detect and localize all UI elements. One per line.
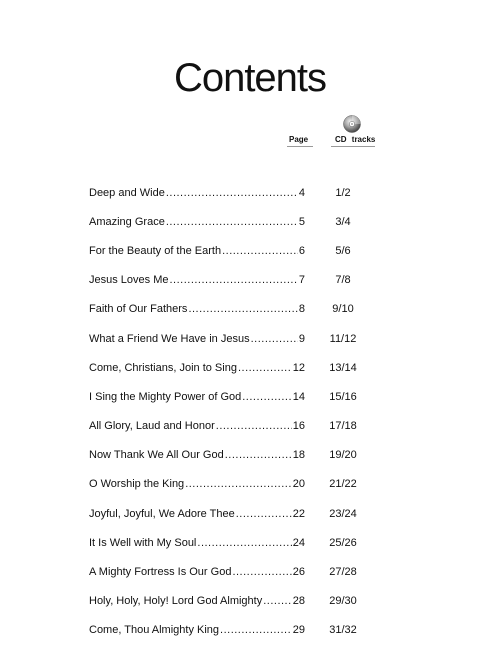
cd-tracks: 9/10 [332,303,354,316]
page-number: 12 [292,361,305,374]
toc-entry [89,507,305,521]
toc-entry [89,448,305,462]
cd-tracks: 11/12 [329,332,357,345]
cd-tracks: 29/30 [329,595,357,608]
cd-tracks: 31/32 [329,624,357,637]
toc-entry [89,302,305,316]
page-number: 26 [292,566,305,579]
list-item [89,441,389,470]
page-column-rule [287,146,313,147]
dot-leader [263,594,292,608]
toc-entry [89,390,305,404]
cd-tracks: 1/2 [335,186,351,199]
page-number: 8 [298,303,305,316]
toc-entry [89,215,305,229]
page-number: 14 [292,390,305,403]
toc-entry [89,186,305,200]
list-item [89,616,389,645]
toc-entry [89,565,305,579]
list-item [89,587,389,616]
toc-entry [89,244,305,258]
list-item [89,528,389,557]
cd-tracks-column-rule [331,146,375,147]
song-title: Faith of Our Fathers [89,303,188,316]
cd-tracks: 27/28 [329,566,357,579]
dot-leader [251,332,298,346]
dot-leader [232,565,291,579]
song-title: Joyful, Joyful, We Adore Thee [89,507,235,520]
dot-leader [197,536,291,550]
dot-leader [185,477,292,491]
list-item [89,207,389,236]
song-title: Now Thank We All Our God [89,449,224,462]
toc-entry [89,361,305,375]
toc-entry [89,623,305,637]
cd-tracks: 17/18 [329,420,357,433]
page-number: 6 [298,244,305,257]
song-title: What a Friend We Have in Jesus [89,332,250,345]
song-title: Deep and Wide [89,186,165,199]
song-title: Amazing Grace [89,215,165,228]
song-title: Jesus Loves Me [89,274,169,287]
contents-list [89,178,389,645]
cd-disc-icon [343,115,361,133]
song-title: O Worship the King [89,478,185,491]
song-title: A Mighty Fortress Is Our God [89,566,232,579]
cd-tracks-column-header: CD tracks [335,135,376,144]
page-number: 9 [298,332,305,345]
list-item [89,382,389,411]
cd-tracks: 21/22 [329,478,357,491]
song-title: I Sing the Mighty Power of God [89,390,242,403]
cd-tracks: 13/14 [329,361,357,374]
song-title: Holy, Holy, Holy! Lord God Almighty [89,595,263,608]
page-number: 29 [292,624,305,637]
page-column-header: Page [289,135,309,144]
dot-leader [225,448,292,462]
page-number: 20 [292,478,305,491]
cd-tracks: 23/24 [329,507,357,520]
dot-leader [222,244,298,258]
page-number: 22 [292,507,305,520]
list-item [89,557,389,586]
cd-tracks: 15/16 [329,390,357,403]
dot-leader [169,273,297,287]
page-number: 5 [298,215,305,228]
page-number: 4 [298,186,305,199]
toc-entry [89,594,305,608]
cd-tracks: 7/8 [335,274,351,287]
cd-tracks: 5/6 [335,244,351,257]
list-item [89,178,389,207]
song-title: For the Beauty of the Earth [89,244,222,257]
list-item [89,236,389,265]
dot-leader [236,507,292,521]
dot-leader [216,419,292,433]
toc-entry [89,536,305,550]
toc-entry [89,419,305,433]
song-title: Come, Christians, Join to Sing [89,361,237,374]
page-number: 18 [292,449,305,462]
cd-tracks: 25/26 [329,536,357,549]
page-number: 16 [292,420,305,433]
page-number: 24 [292,536,305,549]
cd-tracks: 3/4 [335,215,351,228]
song-title: It Is Well with My Soul [89,536,197,549]
song-title: All Glory, Laud and Honor [89,420,215,433]
dot-leader [238,361,292,375]
song-title: Come, Thou Almighty King [89,624,220,637]
list-item [89,295,389,324]
dot-leader [166,186,298,200]
toc-entry [89,332,305,346]
cd-tracks: 19/20 [329,449,357,462]
list-item [89,499,389,528]
list-item [89,470,389,499]
dot-leader [242,390,292,404]
list-item [89,412,389,441]
page-number: 7 [298,274,305,287]
dot-leader [166,215,298,229]
dot-leader [188,302,297,316]
dot-leader [220,623,292,637]
page-title: Contents [173,56,327,100]
toc-entry [89,477,305,491]
list-item [89,353,389,382]
list-item [89,266,389,295]
page-number: 28 [292,595,305,608]
list-item [89,324,389,353]
toc-entry [89,273,305,287]
